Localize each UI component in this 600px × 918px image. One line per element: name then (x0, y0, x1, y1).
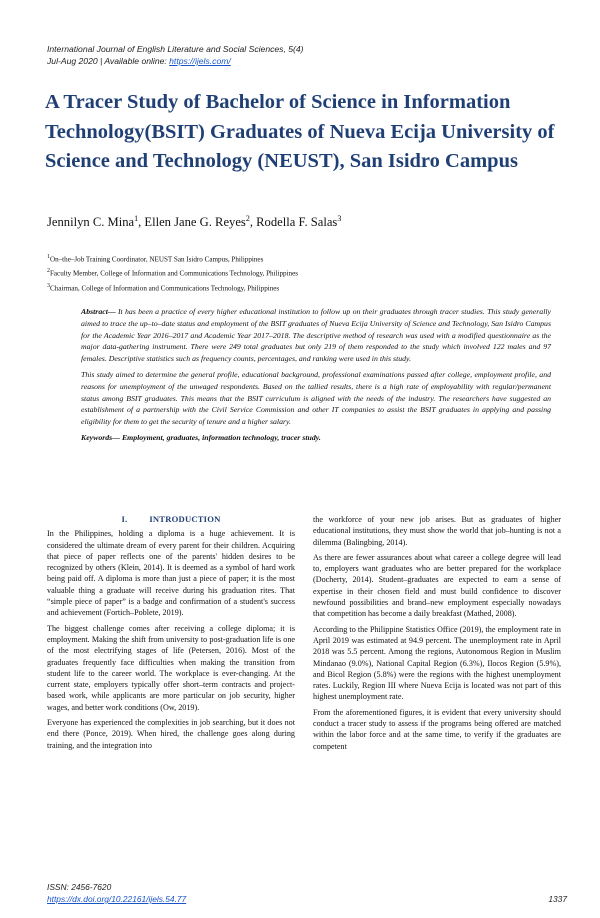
author-list: Jennilyn C. Mina$^1$, Ellen Jane G. Reyes$^2$, Rodella F. Salas$^3$ (47, 214, 342, 230)
keywords: Keywords— Employment, graduates, information technology, tracer study. (81, 432, 321, 442)
affiliation-item: $^1$On–the–Job Training Coordinator, NEUST San Isidro Campus, Philippines (47, 254, 264, 264)
page-footer (47, 881, 567, 905)
body-paragraph: According to the Philippine Statistics Office (2019), the employment rate in April 2019 was estimated at 94.9 percent. The unemployment rate in April 2018 was 5.5 percent. Among the regions, Autonomous Region in Muslim Mindanao (9.0%), National Capital Region (6.3%), Ilocos Region (5.9%), and Bicol Region (5.8%) were the regions with the highest unemployment rates. Luckily, Region III where Nueva Ecija is located was not part of this highest unemployment rate. (313, 624, 561, 702)
author-affiliation-marker: 1 (134, 214, 139, 223)
affiliation-list (47, 251, 567, 294)
author-name: Jennilyn C. Mina (47, 215, 135, 230)
affiliation-item: $^2$Faculty Member, College of Information and Communications Technology, Philippines (47, 268, 299, 278)
section-title: INTRODUCTION (149, 514, 221, 524)
keywords-label: Keywords (81, 432, 113, 442)
author-affiliation-marker: 3 (337, 214, 342, 223)
body-paragraph: Everyone has experienced the complexities in job searching, but it does not end there (Ponce, 2019). When hired, the challenge goes along during training, and the integration into (47, 718, 295, 750)
author-name: Rodella F. Salas (256, 215, 338, 230)
paper-title: A Tracer Study of Bachelor of Science in Information Technology(BSIT) Graduates of Nueva Ecija University of Science and Technology (NEUST), San Isidro Campus (45, 91, 555, 172)
abstract-paragraph: This study aimed to determine the general profile, educational background, professional examinations passed after college, employment profile, and reasons for unemployment of the unwaged respondents. Based on the tallied results, there is a high rate of employability with regular/permanent status among BSIT graduates. This means that the BSIT curriculum is aligned with the needs of the industry. The researchers have suggested an establishment of a partnership with the Civil Service Commission and other IT companies to assist the BSIT graduates in applying and passing eligibility for them to get the security of tenure and a higher salary. (81, 369, 551, 427)
doi-link[interactable]: https://dx.doi.org/10.22161/ijels.54.77 (47, 894, 187, 904)
section-number: I. (121, 514, 128, 524)
abstract (81, 306, 551, 448)
journal-issue-line (47, 55, 567, 67)
left-column (47, 514, 295, 755)
abstract-label: Abstract— (81, 307, 116, 316)
author-name: Ellen Jane G. Reyes (144, 215, 246, 230)
abstract-paragraph: Abstract— It has been a practice of every higher educational institution to follow up on their graduates through tracer studies. This study generally aimed to trace the up–to–date status and employment of the BSIT graduates of Nueva Ecija University of Science and Technology, San Isidro Campus for the Academic Year 2016–2017 and Academic Year 2017–2018. The descriptive method of research was used with a modified questionnaire as the major data-gathering instrument. There were 249 total graduates but only 219 of them responded to the study which involved 122 males and 97 females. Descriptive statistics such as frequency counts, percentages, and ranking were used in this study. (81, 307, 551, 364)
affiliation-item: $^3$Chairman, College of Information and Communications Technology, Philippines (47, 282, 280, 293)
body-paragraph: As there are fewer assurances about what career a college degree will lead to, employers want graduates who are better prepared for the workplace (Docherty, 2014). Student–graduates are expected to earn a sense of expertise in their chosen field and must build confidence to discover newfound possibilities and brand–new employment especially nowadays that competition has become a daily breakfast (Mathed, 2008). (313, 552, 561, 619)
right-column (313, 514, 561, 756)
issn: ISSN: 2456-7620 (47, 882, 112, 892)
section-heading (47, 514, 295, 525)
journal-header (47, 43, 567, 67)
body-paragraph: In the Philippines, holding a diploma is a huge achievement. It is considered the ultimate dream of every parent for their children. Acquiring that piece of paper reflects one of the parents' hidden desires to be recognized by others (Klein, 2014). It is deemed as a symbol of hard work being paid off. A diploma is more than just a piece of paper; it is the most valuable thing a graduate will receive during his graduation rites. That “simple piece of paper” is a badge and confirmation of a student's success and achievement (Fortich–Poblete, 2019). (47, 529, 295, 618)
body-paragraph: The biggest challenge comes after receiving a college diploma; it is employment. Making the shift from university to post-graduation life is one of the most electrifying stages of life (Petersen, 2016). Most of the graduates frequently face difficulties when making the transition from student life to the career world. The workplace is ever-changing. At the current state, employers typically offer short–term contracts and project-based work, while applicants are more particular on job security, higher wages, and better work conditions (Ow, 2019). (47, 623, 295, 712)
journal-name: International Journal of English Literature and Social Sciences, 5(4) (47, 44, 304, 54)
page-number: 1337 (548, 894, 567, 904)
journal-url-link[interactable]: https://ijels.com/ (169, 56, 231, 66)
body-paragraph: the workforce of your new job arises. But as graduates of higher educational institutions, they must show the world that job–hunting is not a dilemma (Balingbing, 2014). (313, 515, 561, 547)
author-affiliation-marker: 2 (245, 214, 250, 223)
journal-issue: Jul-Aug 2020 | Available online: (47, 56, 170, 66)
body-paragraph: From the aforementioned figures, it is evident that every university should conduct a tracer study to assess if the programs being offered are matched within the labor force and at the same time, to verify if the graduates are competent (313, 707, 561, 751)
